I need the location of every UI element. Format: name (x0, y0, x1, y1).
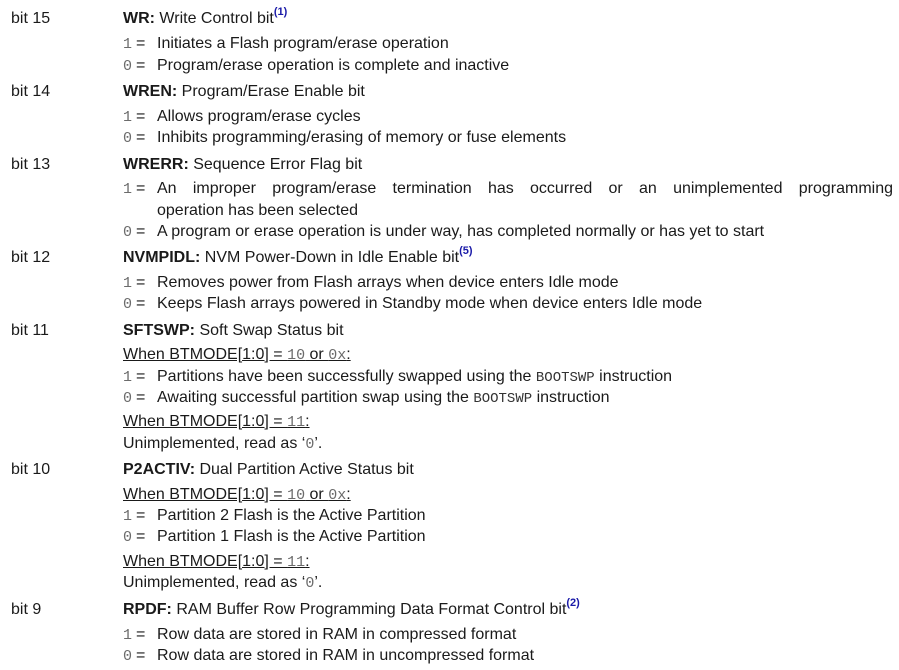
bit-description: RAM Buffer Row Programming Data Format Control bit (171, 601, 567, 618)
bit-name: P2ACTIV: (123, 461, 196, 478)
instruction-code: BOOTSWP (473, 391, 533, 407)
value-description: Partitions have been successfully swapped using the BOOTSWP instruction (157, 368, 673, 386)
bit-title (123, 322, 344, 340)
footnote-ref[interactable]: (1) (273, 6, 288, 18)
bit-name: WRERR: (123, 156, 189, 173)
value-row: 1 = (123, 626, 146, 644)
condition-heading: When BTMODE[1:0] = 11: (123, 413, 310, 431)
bit-label: bit 15 (11, 10, 51, 27)
bit-description: Program/Erase Enable bit (177, 83, 365, 100)
bit-name: WR: (123, 10, 155, 27)
unimplemented-note: Unimplemented, read as ‘0’. (123, 435, 323, 453)
bit-description: Dual Partition Active Status bit (195, 461, 414, 478)
value-description: Row data are stored in RAM in uncompressed format (157, 647, 535, 664)
bit-description: NVM Power-Down in Idle Enable bit (200, 249, 460, 266)
condition-heading: When BTMODE[1:0] = 10 or 0x: (123, 486, 351, 504)
value-row: 0 = (123, 129, 146, 147)
value-description: Row data are stored in RAM in compressed format (157, 626, 517, 643)
value-row: 1 = (123, 274, 146, 292)
bit-label: bit 14 (11, 83, 51, 100)
bit-name: SFTSWP: (123, 322, 195, 339)
value-row: 1 = (123, 35, 146, 53)
value-description-continued: operation has been selected (157, 202, 359, 219)
condition-heading: When BTMODE[1:0] = 11: (123, 553, 310, 571)
value-description: Allows program/erase cycles (157, 108, 361, 125)
footnote-ref[interactable]: (5) (459, 245, 473, 257)
value-row: 0 = (123, 647, 146, 665)
bit-name: NVMPIDL: (123, 249, 201, 266)
value-row: 1 = (123, 368, 146, 386)
value-description: Partition 1 Flash is the Active Partition (157, 528, 426, 545)
bit-description: Sequence Error Flag bit (188, 156, 363, 173)
instruction-code: BOOTSWP (535, 370, 595, 386)
value-description: Partition 2 Flash is the Active Partition (157, 507, 426, 524)
bit-label: bit 11 (11, 322, 49, 339)
value-description: An improper program/erase termination has occurred or an unimplemented programming (157, 180, 893, 197)
bit-description: Soft Swap Status bit (195, 322, 344, 339)
condition-heading: When BTMODE[1:0] = 10 or 0x: (123, 346, 351, 364)
value-description: Awaiting successful partition swap using the BOOTSWP instruction (157, 389, 610, 407)
bit-name: WREN: (123, 83, 178, 100)
value-description: A program or erase operation is under way, has completed normally or has yet to start (157, 223, 765, 240)
value-description: Program/erase operation is complete and inactive (157, 57, 510, 74)
value-row: 0 = (123, 528, 146, 546)
footnote-ref[interactable]: (2) (566, 597, 580, 609)
unimplemented-note: Unimplemented, read as ‘0’. (123, 574, 323, 592)
bit-title (123, 461, 414, 479)
value-row: 1 = (123, 180, 146, 198)
value-description: Keeps Flash arrays powered in Standby mode when device enters Idle mode (157, 295, 703, 312)
bit-title (123, 83, 365, 101)
bit-label: bit 12 (11, 249, 51, 266)
bit-title (123, 245, 473, 267)
bit-title (123, 156, 362, 174)
bit-title (123, 597, 580, 619)
value-row: 0 = (123, 295, 146, 313)
value-row: 1 = (123, 108, 146, 126)
bit-label: bit 13 (11, 156, 51, 173)
bit-title (123, 6, 288, 28)
value-row: 1 = (123, 507, 146, 525)
bit-label: bit 9 (11, 601, 42, 618)
value-description: Inhibits programming/erasing of memory or fuse elements (157, 129, 567, 146)
value-description: Initiates a Flash program/erase operation (157, 35, 449, 52)
value-description: Removes power from Flash arrays when device enters Idle mode (157, 274, 619, 291)
value-row: 0 = (123, 57, 146, 75)
bit-description: Write Control bit (154, 10, 274, 27)
bit-label: bit 10 (11, 461, 51, 478)
value-row: 0 = (123, 223, 146, 241)
bit-name: RPDF: (123, 601, 172, 618)
value-row: 0 = (123, 389, 146, 407)
